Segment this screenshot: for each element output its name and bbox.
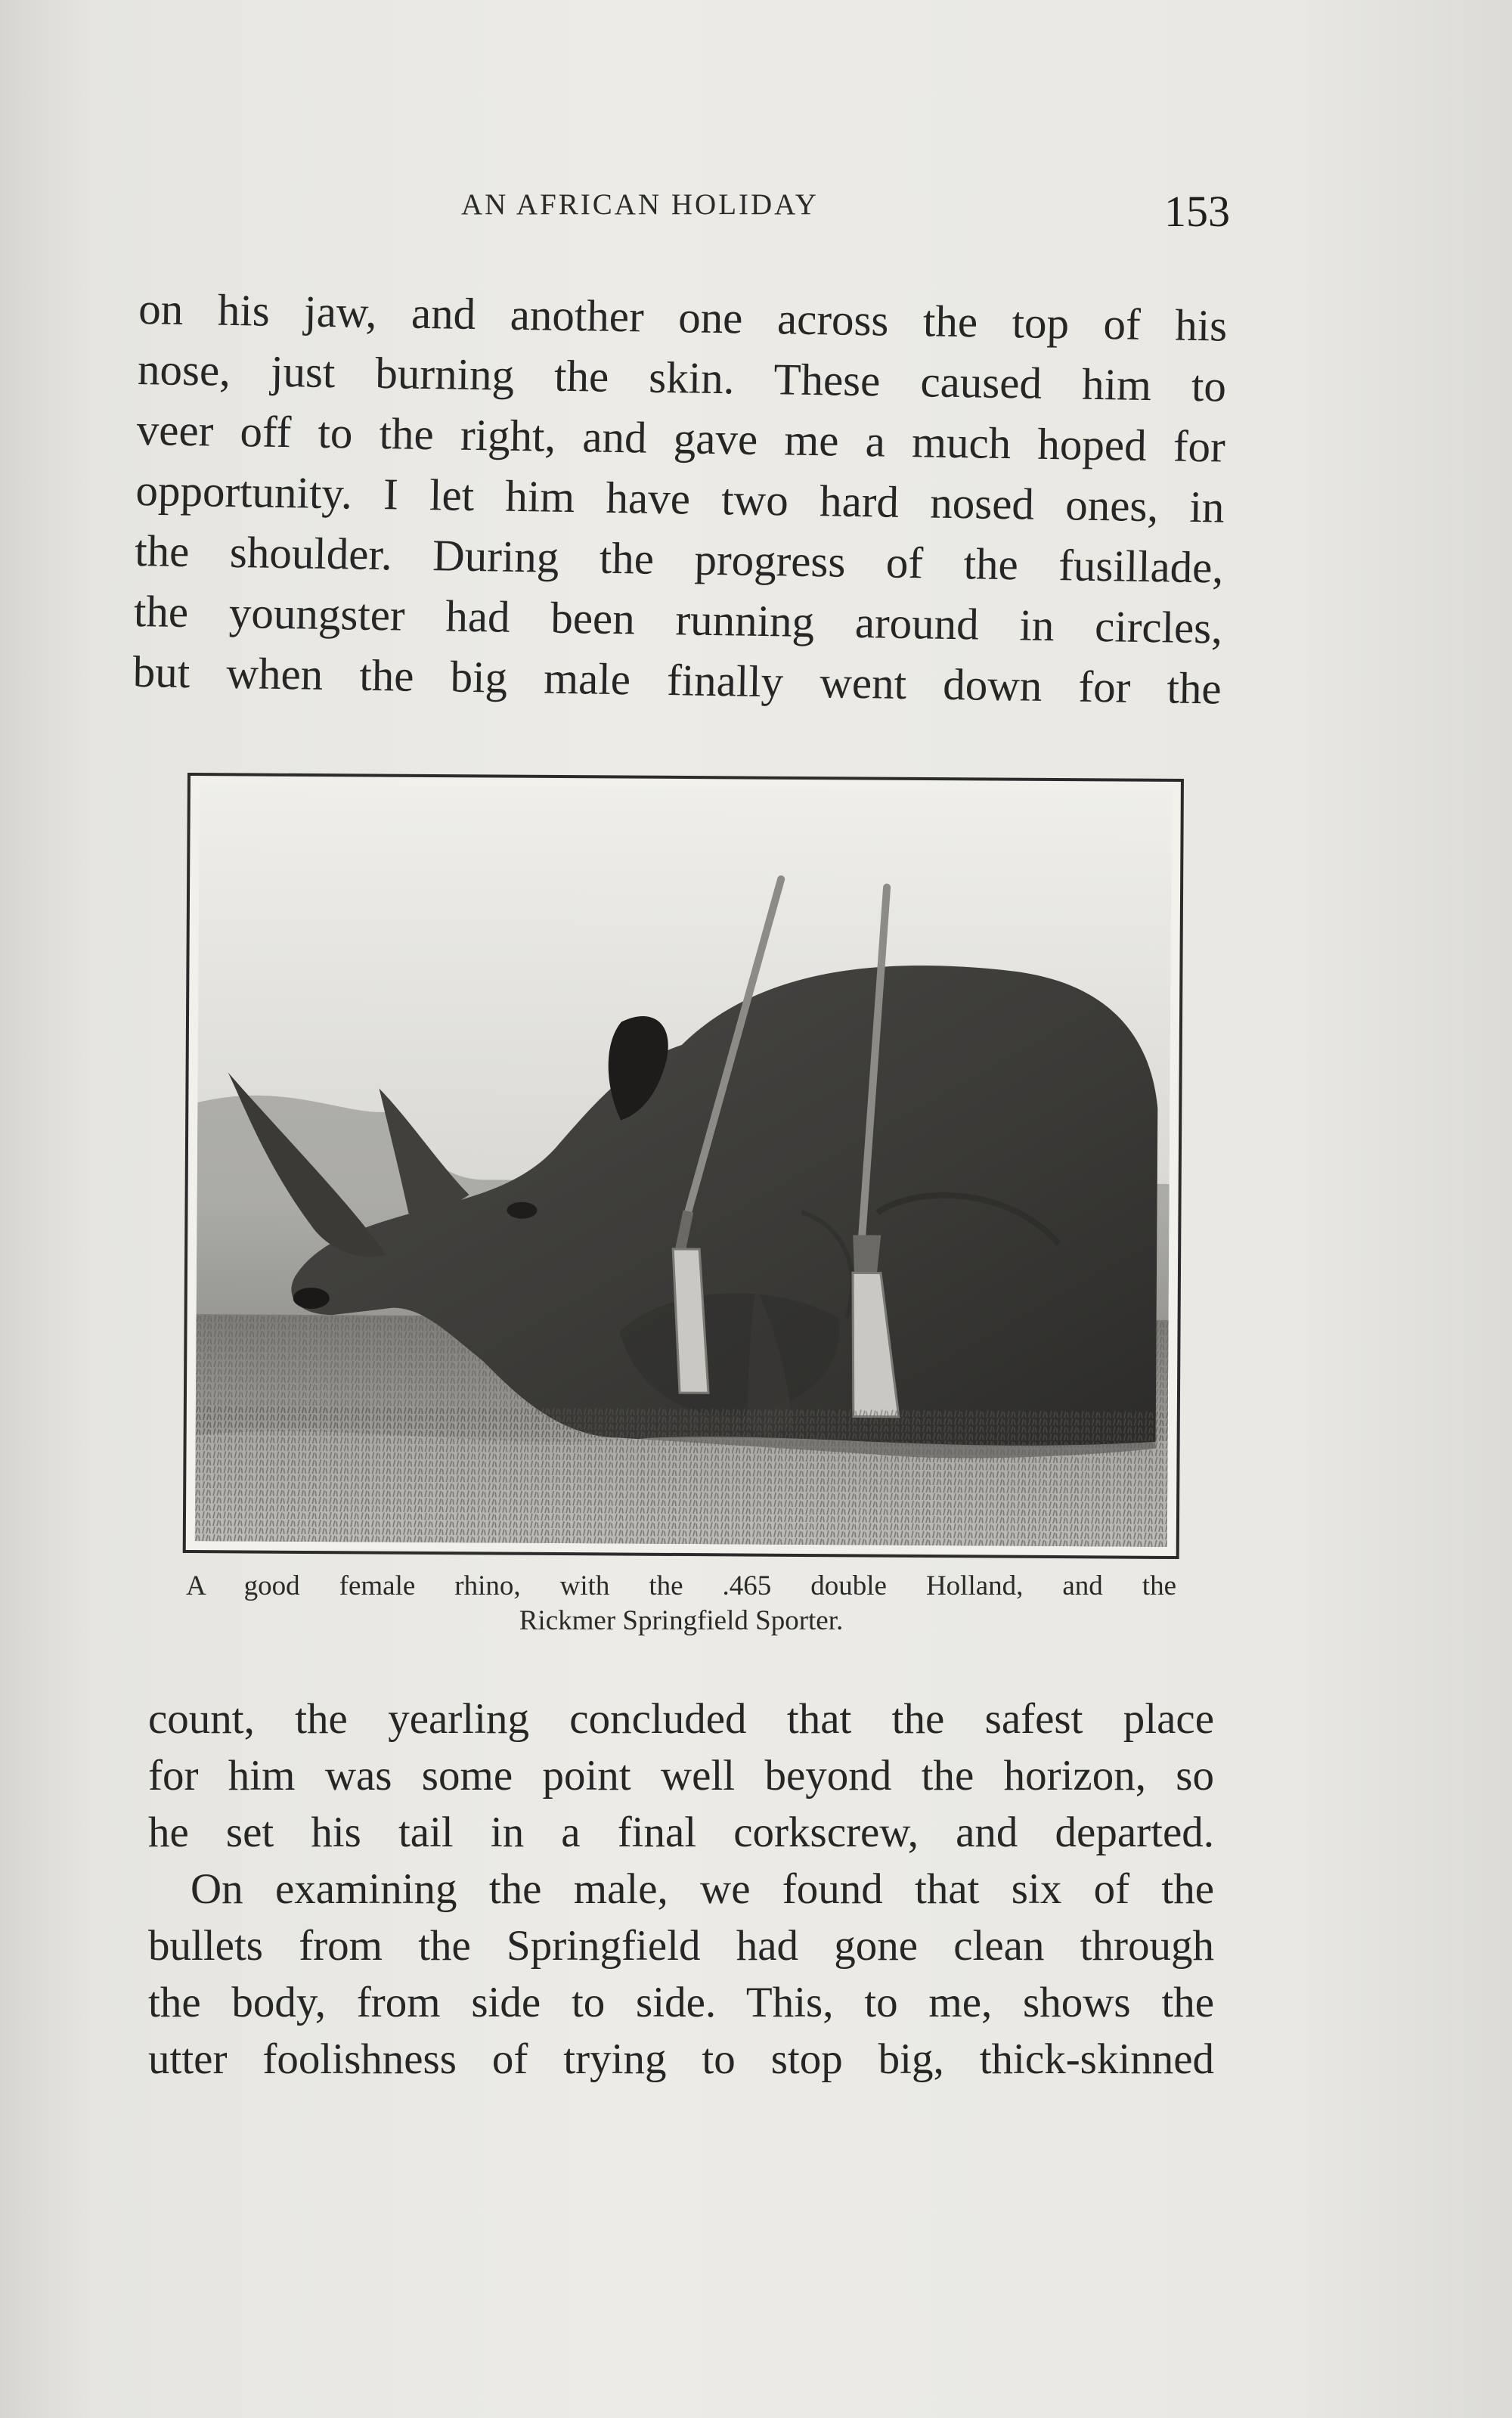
rhino-photo	[183, 773, 1184, 1559]
text-line: the body, from side to side. This, to me, shows the	[148, 1979, 1214, 2026]
text-line: but when the big male finally went down for the	[132, 646, 1222, 714]
text-line: for him was some point well beyond the horizon, so	[148, 1752, 1214, 1800]
text-line: On examining the male, we found that six of the	[191, 1865, 1214, 1913]
text-line: bullets from the Springfield had gone clean through	[148, 1922, 1214, 1970]
body-text-top	[132, 278, 1228, 719]
foreground-grass-texture	[195, 1405, 1168, 1547]
text-line: utter foolishness of trying to stop big, thick-skinned	[148, 2035, 1214, 2083]
body-text-bottom	[148, 1691, 1214, 2088]
text-line: nose, just burning the skin. These caused him to	[137, 343, 1227, 411]
text-line: count, the yearling concluded that the safest place	[148, 1695, 1214, 1743]
running-head: AN AFRICAN HOLIDAY	[461, 188, 819, 221]
page-number: 153	[1164, 187, 1230, 236]
caption-line: A good female rhino, with the .465 double Holland, and the	[186, 1570, 1176, 1601]
caption-line: Rickmer Springfield Sporter.	[519, 1605, 844, 1636]
springfield-action	[853, 1235, 881, 1273]
figure-caption	[186, 1569, 1176, 1638]
text-line: opportunity. I let him have two hard nosed ones, in	[135, 464, 1225, 532]
text-line: veer off to the right, and gave me a much hoped for	[136, 404, 1226, 472]
rhino-photo-illustration	[195, 785, 1172, 1547]
text-line: the shoulder. During the progress of the fusillade,	[134, 525, 1224, 593]
text-line: on his jaw, and another one across the top of his	[138, 283, 1228, 351]
text-line: he set his tail in a final corkscrew, and departed.	[148, 1809, 1214, 1856]
text-line: the youngster had been running around in circles,	[133, 585, 1223, 653]
